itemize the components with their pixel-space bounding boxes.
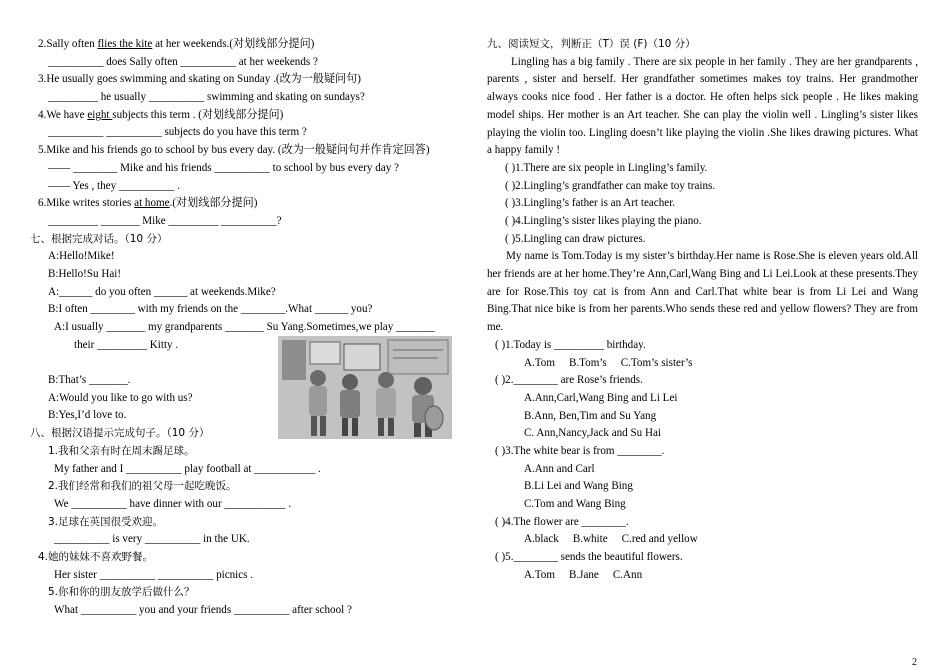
- mc-question: ( )5.________ sends the beautiful flowers.: [495, 551, 683, 564]
- dialogue-line: A:______ do you often ______ at weekends.Mike?: [48, 285, 276, 298]
- cn-prompt: 3.足球在英国很受欢迎。: [48, 515, 164, 528]
- mc-question: ( )2.________ are Rose’s friends.: [495, 374, 643, 387]
- mc-question: ( )3.The white bear is from ________.: [495, 444, 665, 457]
- dialogue-line: A:Would you like to go with us?: [48, 391, 193, 404]
- en-answer: We __________ have dinner with our ___________ .: [54, 497, 291, 510]
- cn-prompt: 2.我们经常和我们的祖父母一起吃晚饭。: [48, 480, 237, 493]
- tf-item: ( )1.There are six people in Lingling’s family.: [505, 161, 708, 174]
- mc-question: ( )1.Today is _________ birthday.: [495, 338, 646, 351]
- dialogue-line: A:Hello!Mike!: [48, 250, 115, 263]
- mc-option: A.Ann and Carl: [524, 462, 595, 475]
- cn-prompt: 1.我和父亲有时在周末踢足球。: [48, 444, 195, 457]
- section7-heading: 七、根据完成对话。（10 分）: [30, 232, 168, 245]
- dialogue-line: A:I usually _______ my grandparents _______ Su Yang.Sometimes,we play _______: [54, 321, 435, 333]
- en-answer: __________ is very __________ in the UK.: [54, 533, 250, 546]
- q6-answer: _________ _______ Mike _________ __________?: [48, 214, 282, 227]
- right-column: [487, 36, 918, 584]
- reading-passage-2: My name is Tom.Today is my sister’s birthday.Her name is Rose.She is eleven years old.All her friends are at her home.They’re Ann,Carl,Wang Bing and Li Lei.Look at these presents.They are for Rose.This toy cat is from Ann and Carl.That white bear is from Li Lei and Wang Bing.That nice bike is from her parents.Who sends these red and yellow flowers? They are from me.: [487, 250, 918, 334]
- tf-item: ( )4.Lingling’s sister likes playing the piano.: [505, 214, 702, 227]
- tf-item: ( )2.Lingling’s grandfather can make toy trains.: [505, 179, 716, 192]
- mc-options: A.Tom B.Tom’s C.Tom’s sister’s: [524, 356, 693, 369]
- q6-line: 6.Mike writes stories at home.(对划线部分提问): [38, 197, 258, 210]
- tf-item: ( )5.Lingling can draw pictures.: [505, 232, 646, 245]
- section9-heading: 九、阅读短文，判断正（T）误 (F)（10 分）: [487, 38, 696, 50]
- q4-line: 4.We have eight subjects this term . (对划线部分提问): [38, 108, 284, 121]
- mc-option: C.Tom and Wang Bing: [524, 498, 626, 511]
- dialogue-line: B:Hello!Su Hai!: [48, 267, 122, 280]
- cn-prompt: 5.你和你的朋友放学后做什么？: [48, 586, 195, 599]
- dialogue-line: B:I often ________ with my friends on the ________.What ______ you?: [48, 303, 373, 316]
- left-column: [30, 36, 470, 620]
- q2-answer: __________ does Sally often __________ at her weekends ?: [48, 55, 318, 68]
- dialogue-line: their _________ Kitty .: [74, 338, 179, 351]
- mc-option: A.Ann,Carl,Wang Bing and Li Lei: [524, 391, 678, 404]
- q4-answer: __________ __________ subjects do you have this term ?: [48, 126, 307, 139]
- q3-line: 3.He usually goes swimming and skating on Sunday .(改为一般疑问句): [38, 73, 361, 86]
- en-answer: Her sister __________ __________ picnics .: [54, 568, 254, 581]
- page-number: 2: [912, 657, 917, 668]
- section8-heading: 八、根据汉语提示完成句子。（10 分）: [30, 427, 210, 440]
- q5-answer-2: —— Yes , they __________ .: [48, 179, 180, 192]
- en-answer: My father and I __________ play football at ___________ .: [54, 462, 321, 475]
- dialogue-line: B:Yes,I’d love to.: [48, 409, 127, 422]
- mc-question: ( )4.The flower are ________.: [495, 515, 629, 528]
- q5-line: 5.Mike and his friends go to school by bus every day. (改为一般疑问句并作肯定回答): [38, 144, 430, 157]
- tf-item: ( )3.Lingling’s father is an Art teacher.: [505, 197, 676, 210]
- mc-option: B.Li Lei and Wang Bing: [524, 480, 633, 493]
- mc-option: B.Ann, Ben,Tim and Su Yang: [524, 409, 657, 422]
- classroom-illustration: [278, 336, 452, 439]
- mc-option: C. Ann,Nancy,Jack and Su Hai: [524, 427, 662, 440]
- q3-answer: _________ he usually __________ swimming and skating on sundays?: [48, 91, 365, 104]
- q2-line: 2.Sally often flies the kite at her weekends.(对划线部分提问): [38, 38, 315, 50]
- mc-options: A.black B.white C.red and yellow: [524, 533, 698, 546]
- dialogue-line: B:That’s _______.: [48, 374, 131, 387]
- q5-answer-1: —— ________ Mike and his friends __________ to school by bus every day ?: [48, 161, 399, 174]
- cn-prompt: 4.她的妹妹不喜欢野餐。: [38, 550, 154, 563]
- mc-options: A.Tom B.Jane C.Ann: [524, 568, 643, 581]
- en-answer: What __________ you and your friends __________ after school ?: [54, 604, 352, 616]
- reading-passage-1: Lingling has a big family . There are six people in her family . They are her grandparents , parents , sister and herself. Her grandfather sometimes makes toy trains. Her grandmother always cooks nice food . Her father is a doctor. He often helps sick people . He likes making model ships. Her mother is an Art teacher. She can play the violin well . Lingling’s sister likes playing the violin too. Lingling doesn’t like playing the violin .She likes drawing pictures. What a happy family !: [487, 55, 918, 157]
